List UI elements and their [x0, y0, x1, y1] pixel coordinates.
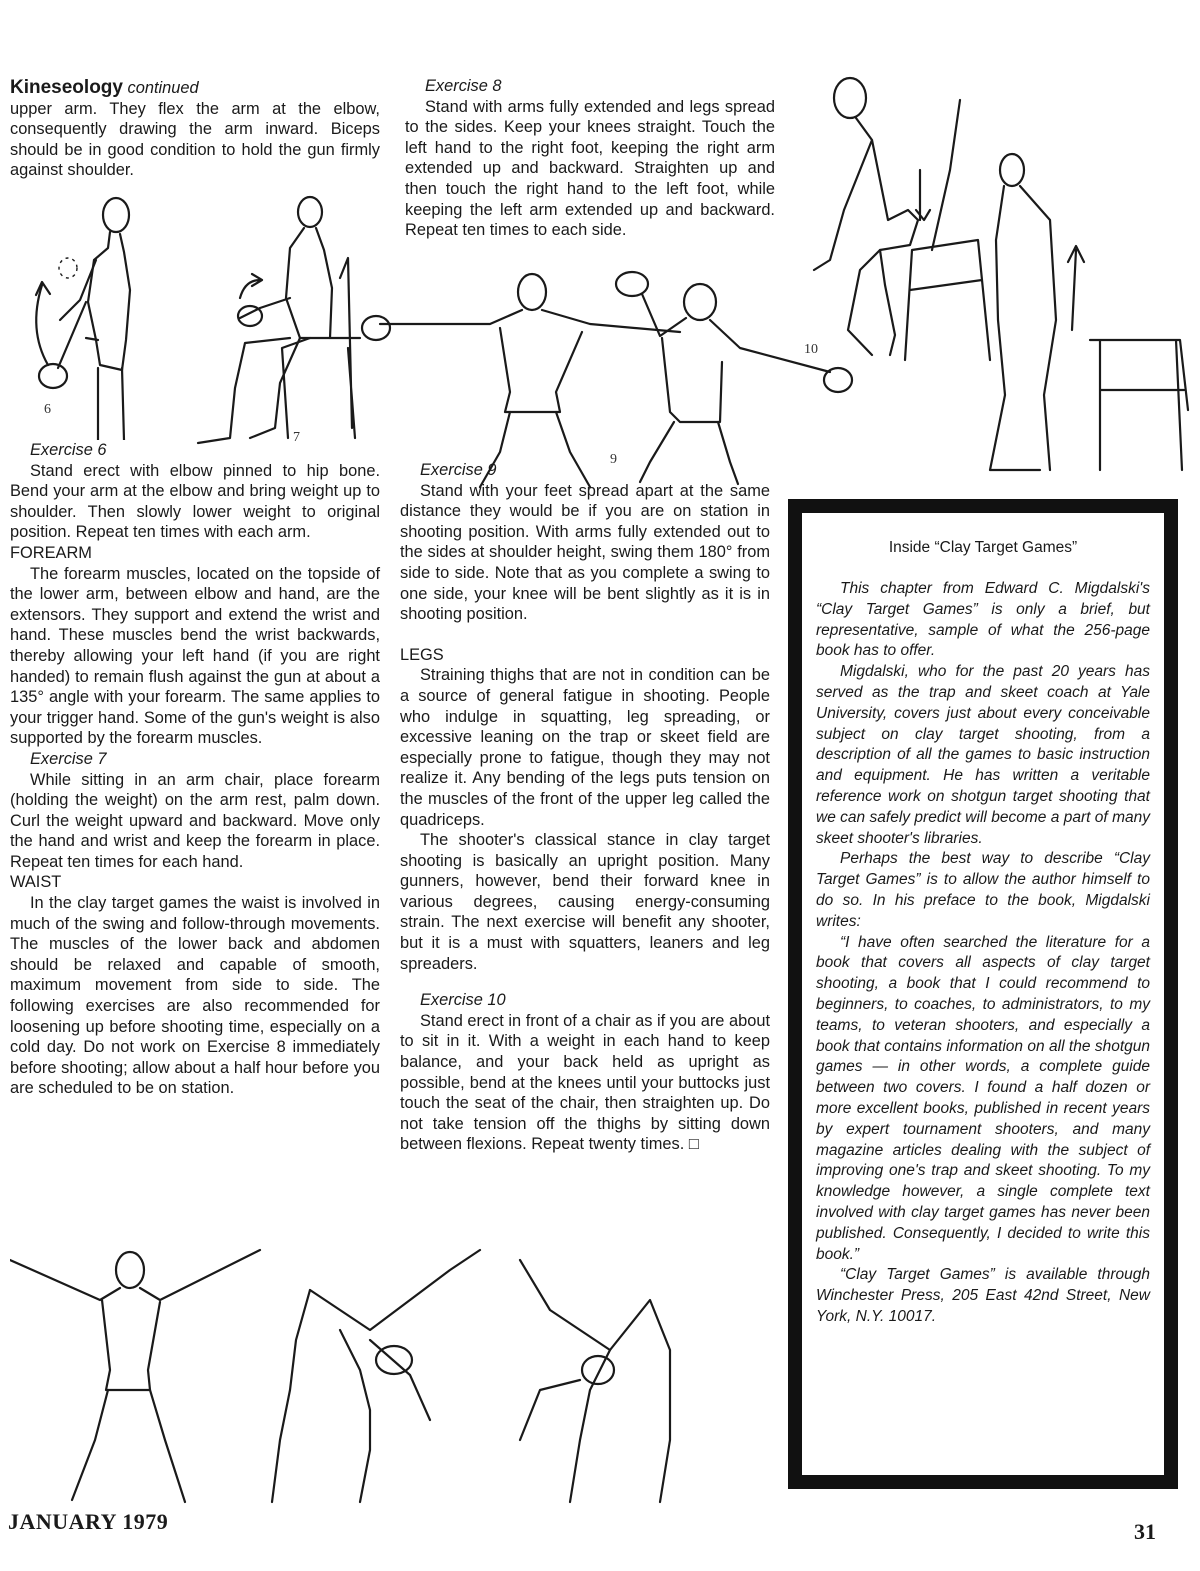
sidebar-box [788, 499, 1178, 1489]
exercise-7-text: While sitting in an arm chair, place forearm (holding the weight) on the arm rest, palm down. Curl the weight upward and backward. Move only the hand and wrist and keep the forearm in place. Repeat ten times for each hand. [10, 770, 380, 871]
column-2-main [400, 460, 770, 1155]
sidebar-title: Inside “Clay Target Games” [888, 539, 1078, 556]
forearm-text: The forearm muscles, located on the topside of the lower arm, between elbow and hand, are the extensors. They support and extend the wrist and hand. These muscles bend the wrist backwards, thereby allowing your left hand (if you are right handed) to remain flush against the gun at about a 135° angle with your forearm. The same applies to your trigger hand. Some of the gun's weight is also supported by the forearm muscles. [10, 564, 380, 748]
running-head-continued: continued [127, 79, 199, 97]
running-head [10, 78, 380, 99]
figure-exercise-6 [18, 190, 178, 440]
figure-exercise-8 [10, 1240, 780, 1510]
exercise-8-title: Exercise 8 [425, 77, 502, 95]
issue-date: JANUARY 1979 [8, 1509, 169, 1534]
exercise-10-text [400, 1011, 770, 1155]
sidebar-paragraph-4: “I have often searched the literature for a book that covers all aspects of clay target shooting, a book that I could recommend to beginners, to coaches, to administrators, to my teams, to veteran shooters, and especially a book that contains information on all the shotgun games — in other words, a complete guide between two covers. I found a half dozen or more excellent books, published in recent years by expert tournament shooters, and many magazine articles dealing with the subject of improving one's trap and skeet shooting. To my knowledge however, a single complete text involved with clay target games has never been published. Consequently, I decided to write this book.” [816, 933, 1150, 1263]
column-1-top [10, 78, 380, 181]
exercise-9-title: Exercise 9 [420, 461, 497, 479]
exercise-6-title: Exercise 6 [30, 441, 107, 459]
sidebar-paragraph-1: This chapter from Edward C. Migdalski's “Clay Target Games” is only a brief, but representative, sample of what the 256-page book has to offer. [816, 580, 1150, 660]
exercise-10-body: Stand erect in front of a chair as if you are about to sit in it. With a weight in each hand to keep balance, and your back held as upright as possible, bend at the knees until your buttocks just touch the seat of the chair, then straighten up. Do not take tension off the thighs by sitting down between flexions. Repeat twenty times. [400, 1011, 770, 1154]
figure-exercise-10 [800, 70, 1190, 480]
figure-number-6: 6 [44, 402, 51, 417]
end-mark: □ [688, 1135, 699, 1154]
exercise-7-title: Exercise 7 [30, 749, 107, 768]
figure-number-10: 10 [804, 342, 818, 357]
figure-number-7: 7 [293, 430, 300, 445]
sidebar-paragraph-3: Perhaps the best way to describe “Clay Target Games” is to allow the author himself to do so. In his preface to the book, Migdalski writes: [816, 850, 1150, 930]
figure-number-9: 9 [610, 452, 617, 467]
exercise-6-text: Stand erect with elbow pinned to hip bone. Bend your arm at the elbow and bring weight up to shoulder. Then slowly lower weight to original position. Repeat ten times with each arm. [10, 461, 380, 542]
sidebar-inner [802, 513, 1164, 1475]
waist-heading: WAIST [10, 873, 62, 892]
running-head-title: Kineseology [10, 77, 123, 98]
exercise-8-text: Stand with arms fully extended and legs spread to the sides. Keep your knees straight. Touch the left hand to the right foot, keeping the right arm extended up and backward. Straighten up and then touch the right hand to the left foot, while keeping the left arm extended up and backward. Repeat ten times to each side. [405, 97, 775, 240]
legs-text-2: The shooter's classical stance in clay target shooting is basically an upright position. Many gunners, however, bend their forward knee in various degrees, causing energy-consuming strain. The next exercise will benefit any shooter, but it is a must with squatters, leaners and leg spreaders. [400, 831, 770, 973]
intro-paragraph: upper arm. They flex the arm at the elbow, consequently drawing the arm inward. Biceps should be in good condition to hold the gun firmly against shoulder. [10, 99, 380, 180]
legs-heading: LEGS [400, 645, 444, 664]
forearm-heading: FOREARM [10, 543, 92, 562]
sidebar-text [816, 579, 1150, 1328]
waist-text: In the clay target games the waist is involved in much of the swing and follow-through movements. The muscles of the lower back and abdomen should be relaxed and capable of smooth, maximum movement from side to side. The following exercises are also recommended for loosening up before shooting time, especially on a cold day. Do not work on Exercise 8 immediately before shooting; allow about a half hour before you are scheduled to be on station. [10, 894, 380, 1098]
sidebar-paragraph-2: Migdalski, who for the past 20 years has served as the trap and skeet coach at Yale University, covers just about every conceivable subject on clay target shooting, from a description of all the games to basic instruction and equipment. He has written a veritable reference work on shotgun target shooting that we can safely predict will become a part of many skeet shooter's libraries. [816, 663, 1150, 847]
figure-exercise-9 [360, 262, 860, 492]
figure-exercise-7 [190, 188, 365, 450]
exercise-9-text: Stand with your feet spread apart at the same distance they would be if you are on station in shooting position. With arms fully extended out to the sides at shoulder height, swing them 180° from side to side. Note that as you complete a swing to one side, your knee will be bent slightly as it is in shooting position. [400, 481, 770, 624]
column-1-main [10, 440, 380, 1099]
page-number: 31 [1134, 1519, 1156, 1544]
legs-text-1: Straining thighs that are not in condition can be a source of general fatigue in shooting. People who indulge in squatting, leg spreading, or excessive leaning on the trap or skeet field are especially prone to fatigue, though they may not realize it. Any bending of the legs puts tension on the muscles of the front of the upper leg called the quadriceps. [400, 666, 770, 829]
exercise-10-title: Exercise 10 [420, 991, 506, 1010]
sidebar-paragraph-5: “Clay Target Games” is available through Winchester Press, 205 East 42nd Street, New York, N.Y. 10017. [816, 1266, 1150, 1325]
column-2-top [405, 76, 775, 241]
